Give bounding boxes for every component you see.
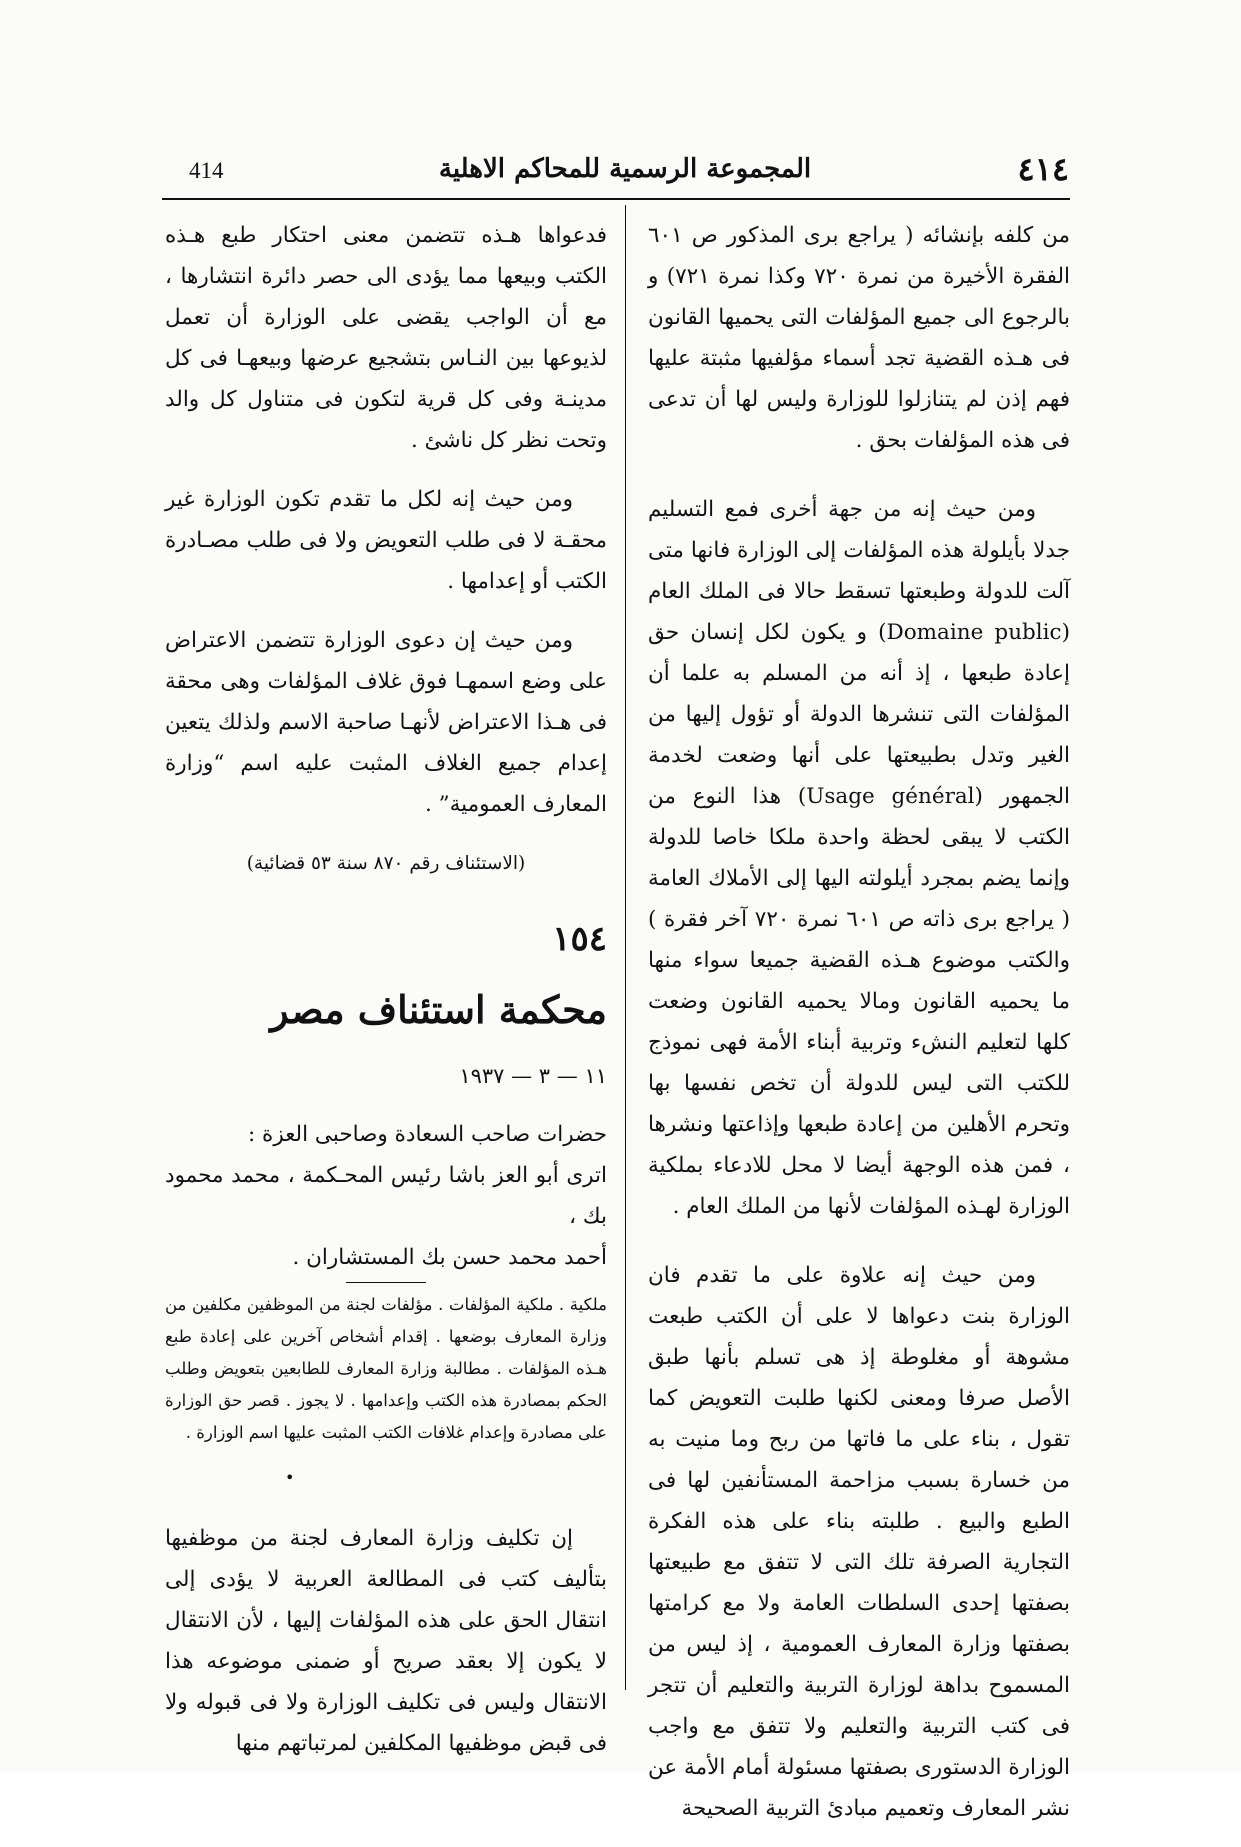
right-paragraph-3: ومن حيث إنه علاوة على ما تقدم فان الوزارة بنت دعواها لا على أن الكتب طبعت مشوهة أو مغلوطة إذ هى تسلم بأنها طبق الأصل صرفا ومعنى لكنها طلبت التعويض كما تقول ، بناء على ما فاتها من ربح وما منيت به من خسارة بسبب مزاحمة المستأنفين لها فى الطبع والبيع . طلبته بناء على هذه الفكرة التجارية الصرفة تلك التى لا تتفق مع طبيعتها بصفتها إحدى السلطات العامة ولا مع كرامتها بصفتها وزارة المعارف العمومية ، إذ ليس من المسموح بداهة لوزارة التربية والتعليم أن تتجر فى كتب التربية والتعليم ولا تتفق مع واجب الوزارة الدستورى بصفتها مسئولة أمام الأمة عن نشر المعارف وتعميم مبادئ التربية الصحيحة	[648, 1263, 1070, 1821]
left-paragraph-1: فدعواها هـذه تتضمن معنى احتكار طبع هـذه الكتب وبيعها مما يؤدى الى حصر دائرة انتشارها ، مع أن الواجب يقضى على الوزارة أن تعمل لذيوعها بين النـاس بتشجيع عرضها وبيعهـا فى كل مدينـة وفى كل قرية لتكون فى متناول كل والد وتحت نظر كل ناشئ .	[165, 223, 607, 453]
left-paragraph-2: ومن حيث إنه لكل ما تقدم تكون الوزارة غير محقـة لا فى طلب التعويض ولا فى طلب مصـادرة الكتب أو إعدامها .	[165, 487, 607, 594]
column-divider	[625, 205, 626, 1690]
section-rule	[346, 1282, 426, 1283]
running-title: المجموعة الرسمية للمحاكم الاهلية	[438, 154, 812, 184]
judges-line-2: اترى أبو العز باشا رئيس المحـكمة ، محمد محمود بك ،	[165, 1163, 607, 1229]
page-number-arabic: ٤١٤	[1017, 150, 1069, 188]
left-paragraph-bottom: إن تكليف وزارة المعارف لجنة من موظفيها بتأليف كتب فى المطالعة العربية لا يؤدى إلى انتقال الحق على هذه المؤلفات إليها ، لأن الانتقال لا يكون إلا بعقد صريح أو ضمنى موضوعه هذا الانتقال وليس فى تكليف الوزارة ولا فى قبوله ولا فى قبض موظفيها المكلفين لمرتباتهم منها	[165, 1526, 607, 1756]
judges-line-1: حضرات صاحب السعادة وصاحبى العزة :	[247, 1122, 607, 1147]
ruling-number: ١٥٤	[552, 919, 607, 959]
header-rule	[162, 198, 1070, 200]
ruling-summary: ملكية . ملكية المؤلفات . مؤلفات لجنة من الموظفين مكلفين من وزارة المعارف بوضعها . إقدام أشخاص آخرين على إعادة طبع هـذه المؤلفات . مطالبة وزارة المعارف للطابعين بتعويض وطلب الحكم بمصادرة هذه الكتب وإعدامها . لا يجوز . قصر حق الوزارة على مصادرة وإعدام غلافات الكتب المثبت عليها اسم الوزارة .	[165, 1295, 607, 1442]
right-column	[648, 215, 1070, 1847]
case-citation: (الاستئناف رقم ٨٧٠ سنة ٥٣ قضائية)	[246, 853, 526, 874]
page-header	[175, 150, 1075, 200]
court-name: محكمة استئناف مصر	[270, 987, 607, 1032]
judges-block	[165, 1114, 607, 1278]
summary-mark: •	[285, 1468, 295, 1487]
page-number-latin: 414	[189, 158, 224, 183]
left-paragraph-3: ومن حيث إن دعوى الوزارة تتضمن الاعتراض على وضع اسمهـا فوق غلاف المؤلفات وهى محقة فى هـذا الاعتراض لأنهـا صاحبة الاسم ولذلك يتعين إعدام جميع الغلاف المثبت عليه اسم “وزارة المعارف العمومية” .	[165, 628, 607, 817]
judges-line-3: أحمد محمد حسن بك المستشاران .	[292, 1245, 607, 1270]
right-paragraph-2: ومن حيث إنه من جهة أخرى فمع التسليم جدلا بأيلولة هذه المؤلفات إلى الوزارة فانها متى آلت للدولة وطبعتها تسقط حالا فى الملك العام (Domaine public) و يكون لكل إنسان حق إعادة طبعها ، إذ أنه من المسلم به علما أن المؤلفات التى تنشرها الدولة أو تؤول إليها من الغير وتدل بطبيعتها على أنها وضعت لخدمة الجمهور (Usage général) هذا النوع من الكتب لا يبقى لحظة واحدة ملكا خاصا للدولة وإنما يضم بمجرد أيلولته اليها إلى الأملاك العامة ( يراجع برى ذاته ص ٦٠١ نمرة ٧٢٠ آخر فقرة ) والكتب موضوع هـذه القضية جميعا سواء منها ما يحميه القانون ومالا يحميه القانون وضعت كلها لتعليم النشء وتربية أبناء الأمة فهى نموذج للكتب التى ليس للدولة أن تخص نفسها بها وتحرم الأهلين من إعادة طبعها وإذاعتها ونشرها ، فمن هذه الوجهة أيضا لا محل للادعاء بملكية الوزارة لهـذه المؤلفات لأنها من الملك العام .	[648, 497, 1070, 1219]
right-paragraph-1: من كلفه بإنشائه ( يراجع برى المذكور ص ٦٠١ الفقرة الأخيرة من نمرة ٧٢٠ وكذا نمرة ٧٢١) و بالرجوع الى جميع المؤلفات التى يحميها القانون فى هـذه القضية تجد أسماء مؤلفيها مثبتة عليها فهم إذن لم يتنازلوا للوزارة وليس لها أن تدعى فى هذه المؤلفات بحق .	[648, 223, 1071, 453]
left-column	[165, 215, 607, 1782]
ruling-date: ١١ — ٣ — ١٩٣٧	[459, 1064, 607, 1088]
